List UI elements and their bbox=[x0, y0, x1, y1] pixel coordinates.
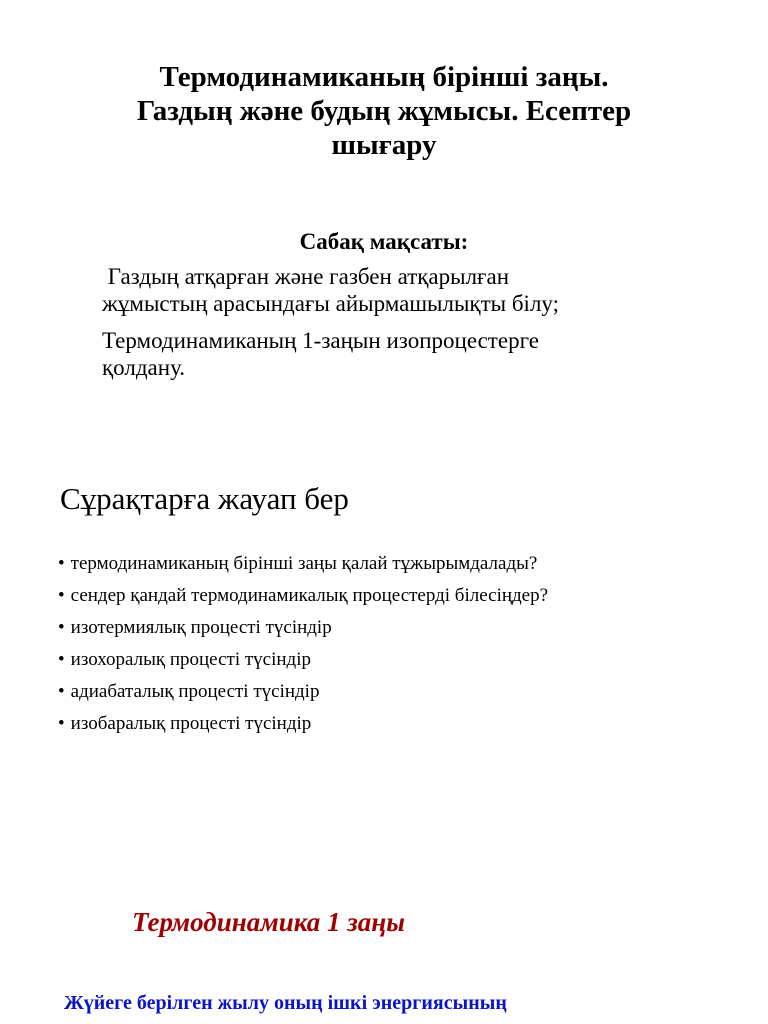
page-title-line: Термодинамиканың бірінші заңы. bbox=[159, 61, 609, 93]
question-item: • сендер қандай термодинамикалық процестерді білесіңдер? bbox=[58, 580, 548, 612]
question-item: • термодинамиканың бірінші заңы қалай тұжырымдалады? bbox=[58, 548, 548, 580]
first-law-text bbox=[64, 988, 714, 1018]
question-list bbox=[58, 548, 548, 740]
lesson-goal-1-line: Газдың атқарған және газбен атқарылған bbox=[102, 264, 510, 289]
page-title-line: шығару bbox=[331, 129, 437, 161]
questions-heading: Сұрақтарға жауап бер bbox=[60, 481, 349, 516]
question-item: • изобаралық процесті түсіндір bbox=[58, 708, 548, 740]
first-law-heading: Термодинамика 1 заңы bbox=[132, 907, 405, 937]
lesson-goal-1 bbox=[102, 263, 662, 317]
question-item: • изотермиялық процесті түсіндір bbox=[58, 612, 548, 644]
page-title bbox=[70, 60, 698, 162]
lesson-goal-2-line: Термодинамиканың 1-заңын изопроцестерге bbox=[102, 328, 539, 353]
first-law-text-line: Жүйеге берілген жылу оның ішкі энергиясының bbox=[64, 992, 507, 1014]
lesson-goal-2-line: қолдану. bbox=[102, 355, 186, 380]
question-item: • адиабаталық процесті түсіндір bbox=[58, 676, 548, 708]
lesson-goals-heading: Сабақ мақсаты: bbox=[299, 229, 469, 254]
lesson-goal-2 bbox=[102, 327, 662, 381]
question-item: • изохоралық процесті түсіндір bbox=[58, 644, 548, 676]
lesson-goal-1-line: жұмыстың арасындағы айырмашылықты білу; bbox=[102, 291, 560, 316]
page-title-line: Газдың және будың жұмысы. Есептер bbox=[136, 95, 632, 127]
